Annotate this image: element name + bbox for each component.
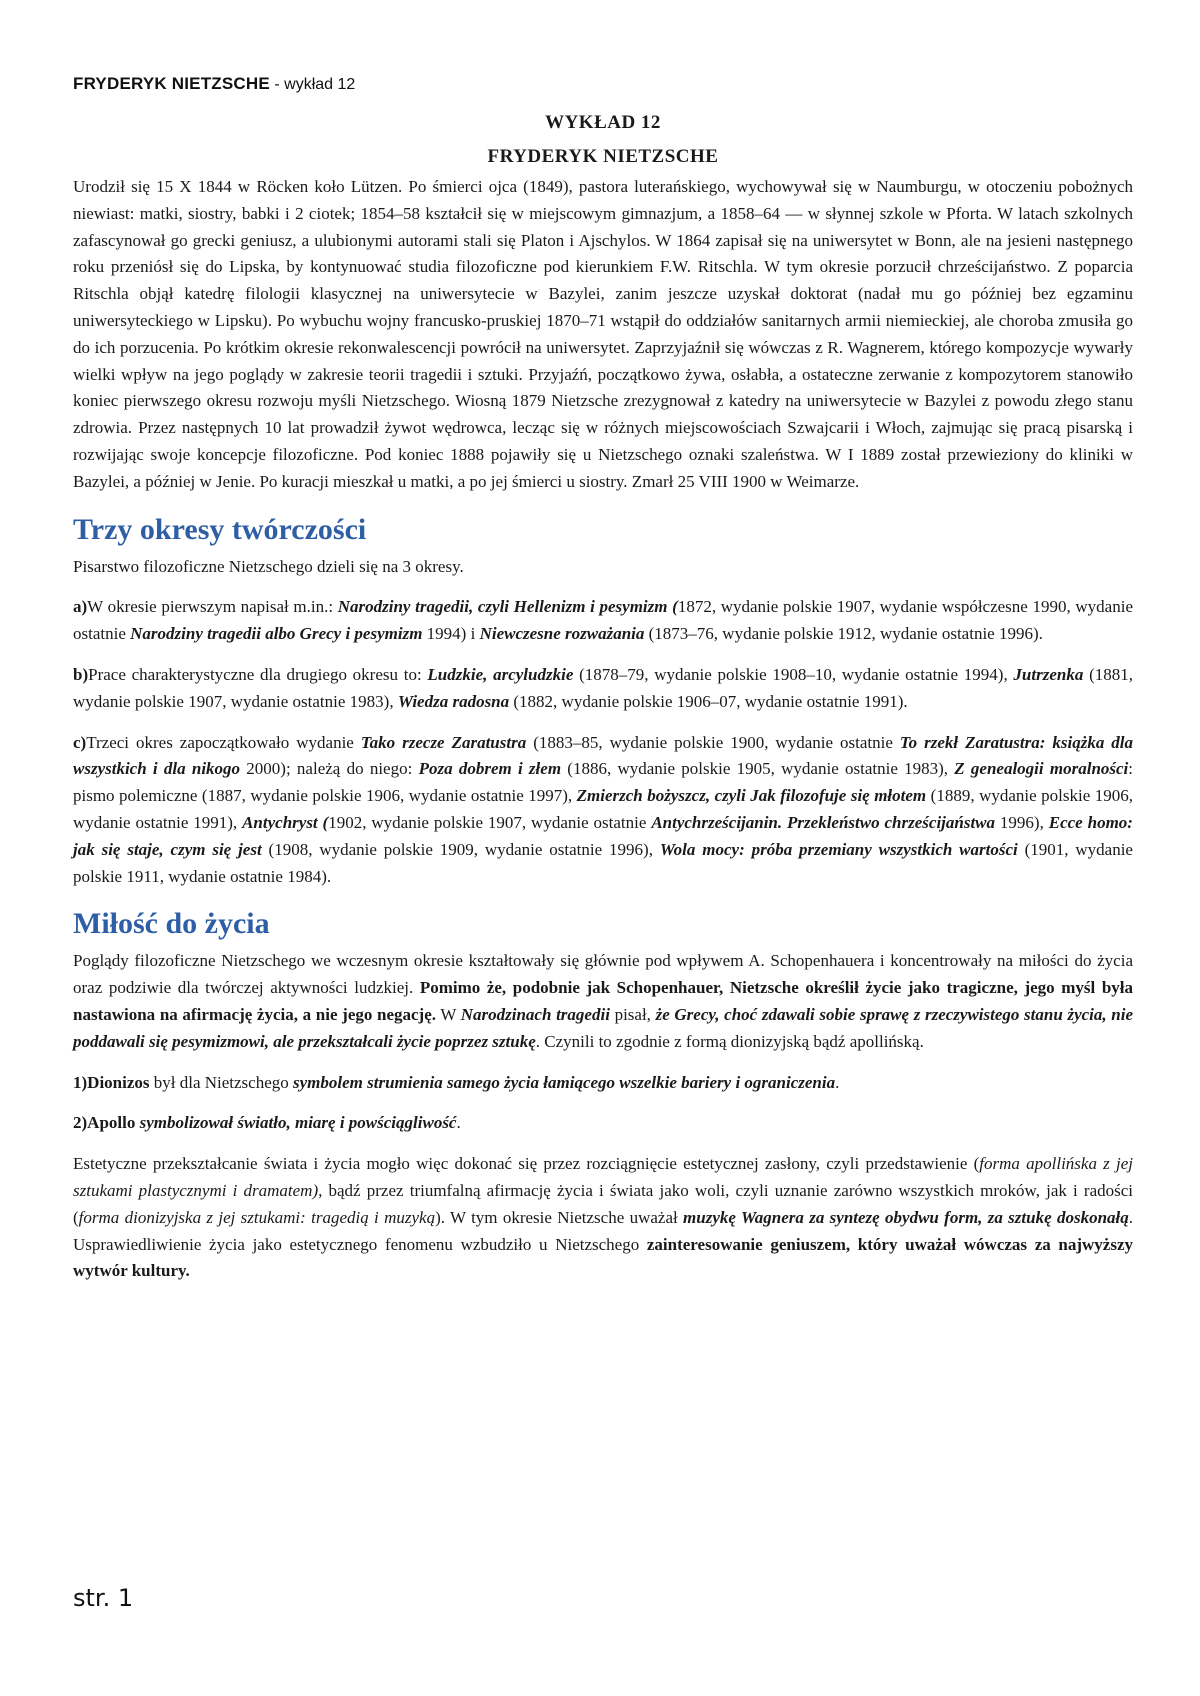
text-run: Trzeci okres zapoczątkowało wydanie: [86, 732, 361, 752]
text-run: (1901, wydanie polskie 1911, wydanie ostatnie 1984).: [73, 839, 1133, 886]
emphasis-bold-italic: muzykę Wagnera za syntezę obydwu form, za sztukę doskonałą: [683, 1207, 1129, 1227]
text-run: 1996),: [995, 812, 1049, 832]
text-run: bądź przez triumfalną afirmację życia i świata jako woli, czyli uznanie zarówno wszystkich mroków, jak i radości (: [73, 1180, 1133, 1227]
emphasis-bold-italic: symbolem strumienia samego życia łamiącego wszelkie bariery i ograniczenia: [293, 1072, 836, 1092]
text-run: był dla Nietzschego: [149, 1072, 294, 1092]
text-run: 1902, wydanie polskie 1907, wydanie ostatnie: [328, 812, 652, 832]
text-run: .: [456, 1113, 461, 1133]
period-c-label: c): [73, 732, 87, 752]
text-run: (1873–76, wydanie polskie 1912, wydanie ostatnie 1996).: [644, 624, 1043, 644]
work-title: To rzekł Zaratustra: książka dla wszystkich i dla nikogo: [73, 732, 1134, 779]
text-run: (1878–79, wydanie polskie 1908–10, wydanie ostatnie 1994),: [573, 664, 1014, 684]
emphasis-italic: forma dionizyjska z jej sztukami: tragedią i muzyką: [78, 1207, 436, 1227]
work-title: Z genealogii moralności: [954, 759, 1129, 779]
work-title: Wola mocy: próba przemiany wszystkich wartości: [659, 839, 1018, 859]
text-run: W okresie pierwszym napisał m.in.:: [87, 597, 338, 617]
emphasis-italic: forma apollińska z jej sztukami plastycznymi i dramatem),: [73, 1154, 1133, 1200]
text-run: .: [835, 1072, 840, 1092]
work-title: Narodziny tragedii albo Grecy i pesymizm: [130, 624, 423, 644]
text-run: (1889, wydanie polskie 1906, wydanie ostatnie 1991),: [73, 786, 1134, 832]
aesthetics-paragraph: [73, 1151, 1133, 1285]
text-run: 2000); należą do niego:: [240, 759, 419, 779]
text-run: 1994) i: [422, 624, 480, 644]
work-title: Wiedza radosna: [397, 691, 510, 711]
text-run: ). W tym okresie Nietzsche uważał: [435, 1207, 684, 1227]
work-title: Niewczesne rozważania: [479, 624, 645, 644]
period-a-label: a): [73, 597, 88, 617]
text-run: (1908, wydanie polskie 1909, wydanie ostatnie 1996),: [261, 839, 660, 859]
emphasis-bold: zainteresowanie geniuszem, który uważał wówczas za najwyższy wytwór kultury.: [73, 1234, 1133, 1281]
work-title: Antychryst (: [242, 812, 329, 832]
work-title: Zmierzch bożyszcz, czyli Jak filozofuje się młotem: [576, 786, 927, 806]
text-run: : pismo polemiczne (1887, wydanie polskie 1906, wydanie ostatnie 1997),: [73, 759, 1134, 806]
text-run: (1886, wydanie polskie 1905, wydanie ostatnie 1983),: [561, 759, 955, 779]
period-b-paragraph: [73, 662, 1133, 716]
emphasis-bold-italic: Narodzinach tragedii: [460, 1004, 610, 1024]
lecture-title: WYKŁAD 12: [545, 112, 661, 133]
text-run: pisał,: [609, 1004, 656, 1024]
text-run: (1883–85, wydanie polskie 1900, wydanie ostatnie: [526, 732, 900, 752]
work-title: Tako rzecze Zaratustra: [360, 732, 527, 752]
running-header-subtitle: - wykład 12: [269, 76, 356, 93]
apollo-label: 2)Apollo: [73, 1113, 136, 1133]
biography-paragraph: Urodził się 15 X 1844 w Röcken koło Lützen. Po śmierci ojca (1849), pastora luterańskiego, wychowywał się w Naumburgu, w otoczeniu pobożnych niewiast: matki, siostry, babki i 2 ciotek; 1854–58 kształcił się w miejscowym gimnazjum, a 1858–64 — w słynnej szkole w Pforta. W latach szkolnych zafascynował go grecki geniusz, a ulubionymi autorami stali się Platon i Ajschylos. W 1864 zapisał się na uniwersytet w Bonn, ale na jesieni następnego roku przeniósł się do Lipska, by kontynuować studia filozoficzne pod kierunkiem F.W. Ritschla. W tym okresie porzucił chrześcijaństwo. Z poparcia Ritschla objął katedrę filologii klasycznej na uniwersytecie w Bazylei, zanim jeszcze uzyskał doktorat (nadał mu go później bez egzaminu uniwersyteckiego w Lipsku). Po wybuchu wojny francusko-pruskiej 1870–71 wstąpił do oddziałów sanitarnych armii niemieckiej, ale choroba zmusiła go do ich porzucenia. Po krótkim okresie rekonwalescencji powrócił na uniwersytet. Zaprzyjaźnił się wówczas z R. Wagnerem, którego kompozycje wywarły wielki wpływ na jego poglądy w zakresie teorii tragedii i sztuki. Przyjaźń, początkowo żywa, osłabła, a ostateczne zerwanie z kompozytorem stanowiło koniec pierwszego okresu rozwoju myśli Nietzschego. Wiosną 1879 Nietzsche zrezygnował z katedry na uniwersytecie w Bazylei z powodu złego stanu zdrowia. Przez następnych 10 lat prowadził żywot wędrowca, lecząc się w różnych miejscowościach Szwajcarii i Włoch, zajmując się pracą pisarską i rozwijając swoje koncepcje filozoficzne. Pod koniec 1888 pojawiły się u Nietzschego oznaki szaleństwa. W I 1889 został przewieziony do kliniki w Bazylei, a później w Jenie. Po kuracji mieszkał u matki, a po jej śmierci u siostry. Zmarł 25 VIII 1900 w Weimarze.: [73, 177, 1133, 491]
text-run: 1872, wydanie polskie 1907, wydanie współczesne 1990, wydanie ostatnie: [73, 597, 1134, 644]
work-title: Ludzkie, arcyludzkie: [427, 664, 574, 684]
section-heading-love-of-life: Miłość do życia: [73, 907, 270, 941]
period-a-paragraph: [73, 594, 1133, 648]
page-number: str. 1: [73, 1584, 134, 1612]
text-run: . Usprawiedliwienie życia jako estetycznego fenomenu wzbudziło u Nietzschego: [73, 1207, 1133, 1254]
period-b-label: b): [73, 664, 89, 684]
text-run: W: [436, 1004, 461, 1024]
apollo-paragraph: [73, 1110, 1133, 1137]
periods-intro: Pisarstwo filozoficzne Nietzschego dzieli się na 3 okresy.: [73, 556, 464, 576]
text-run: Estetyczne przekształcanie świata i życia mogło więc dokonać się przez rozciągnięcie estetycznej zasłony, czyli przedstawienie (: [73, 1154, 980, 1174]
work-title: Jutrzenka: [1013, 664, 1084, 684]
work-title: Ecce homo: jak się staje, czym się jest: [73, 812, 1133, 859]
dionysus-paragraph: [73, 1070, 1133, 1097]
emphasis-bold-italic: symbolizował światło, miarę i powściągliwość: [139, 1113, 457, 1133]
running-header-title: FRYDERYK NIETZSCHE: [73, 74, 270, 93]
period-c-paragraph: [73, 730, 1133, 891]
text-run: Prace charakterystyczne dla drugiego okresu to:: [88, 664, 428, 684]
love-of-life-paragraph: [73, 948, 1133, 1055]
text-run: (1882, wydanie polskie 1906–07, wydanie ostatnie 1991).: [509, 691, 908, 711]
dionysus-label: 1)Dionizos: [73, 1072, 150, 1092]
document-body: [73, 112, 1133, 1299]
text-run: Poglądy filozoficzne Nietzschego we wczesnym okresie kształtowały się głównie pod wpływem A. Schopenhauera i koncentrowały na miłości do życia oraz podziwie dla twórczej aktywności ludzkiej.: [73, 951, 1133, 998]
section-heading-periods: Trzy okresy twórczości: [73, 512, 367, 546]
emphasis-bold-italic: że Grecy, choć zdawali sobie sprawę z rzeczywistego stanu życia, nie poddawali się pesymizmowi, ale przekształcali życie poprzez sztukę: [73, 1004, 1134, 1051]
lecture-subject: FRYDERYK NIETZSCHE: [487, 146, 719, 167]
work-title: Narodziny tragedii, czyli Hellenizm i pesymizm (: [337, 597, 678, 617]
work-title: Poza dobrem i złem: [418, 759, 562, 779]
running-header: [73, 74, 355, 94]
work-title: Antychrześcijanin. Przekleństwo chrześcijaństwa: [651, 812, 996, 832]
emphasis-bold: Pomimo że, podobnie jak Schopenhauer, Nietzsche określił życie jako tragiczne, jego myśl była nastawiona na afirmację życia, a nie jego negację.: [73, 978, 1134, 1024]
text-run: . Czynili to zgodnie z formą dionizyjską bądź apollińską.: [535, 1031, 924, 1051]
text-run: (1881, wydanie polskie 1907, wydanie ostatnie 1983),: [73, 664, 1133, 711]
